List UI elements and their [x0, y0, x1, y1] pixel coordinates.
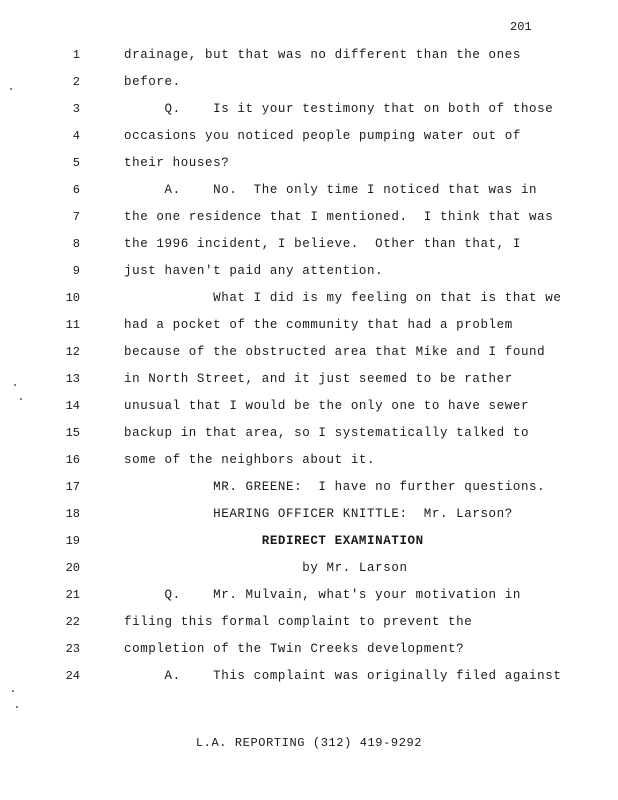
page-number: 201 — [510, 20, 532, 34]
transcript-line: some of the neighbors about it. — [124, 453, 376, 467]
line-number: 12 — [65, 345, 80, 359]
scan-speck — [14, 384, 16, 386]
scan-speck — [12, 690, 14, 692]
line-number: 11 — [65, 318, 80, 332]
line-number: 4 — [72, 129, 80, 143]
transcript-line: their houses? — [124, 156, 230, 170]
transcript-line: MR. GREENE: I have no further questions. — [124, 480, 546, 494]
line-number: 22 — [65, 615, 80, 629]
line-number: 9 — [72, 264, 80, 278]
transcript-line: occasions you noticed people pumping water out of — [124, 129, 521, 143]
line-number: 1 — [72, 48, 80, 62]
transcript-line: had a pocket of the community that had a problem — [124, 318, 513, 332]
line-number: 18 — [65, 507, 80, 521]
line-number: 8 — [72, 237, 80, 251]
transcript-line: Q. Mr. Mulvain, what's your motivation in — [124, 588, 521, 602]
line-number: 10 — [65, 291, 80, 305]
line-number: 23 — [65, 642, 80, 656]
transcript-line: just haven't paid any attention. — [124, 264, 384, 278]
transcript-line: backup in that area, so I systematically talked to — [124, 426, 530, 440]
reporter-footer: L.A. REPORTING (312) 419-9292 — [195, 736, 423, 750]
line-number: 17 — [65, 480, 80, 494]
section-heading: REDIRECT EXAMINATION — [124, 534, 424, 548]
line-number: 21 — [65, 588, 80, 602]
scan-speck — [16, 706, 18, 708]
transcript-line: the one residence that I mentioned. I think that was — [124, 210, 554, 224]
transcript-line: A. This complaint was originally filed against — [124, 669, 562, 683]
transcript-line: in North Street, and it just seemed to be rather — [124, 372, 513, 386]
transcript-line: A. No. The only time I noticed that was in — [124, 183, 538, 197]
line-number: 3 — [72, 102, 80, 116]
examiner-line: by Mr. Larson — [124, 561, 408, 575]
transcript-line: HEARING OFFICER KNITTLE: Mr. Larson? — [124, 507, 513, 521]
transcript-line: drainage, but that was no different than the ones — [124, 48, 521, 62]
transcript-line: the 1996 incident, I believe. Other than that, I — [124, 237, 521, 251]
line-number: 5 — [72, 156, 80, 170]
line-number: 15 — [65, 426, 80, 440]
line-number: 7 — [72, 210, 80, 224]
line-number: 16 — [65, 453, 80, 467]
line-number: 24 — [65, 669, 80, 683]
line-number: 14 — [65, 399, 80, 413]
scan-speck — [10, 88, 12, 90]
line-number: 19 — [65, 534, 80, 548]
transcript-line: What I did is my feeling on that is that we — [124, 291, 562, 305]
transcript-line: Q. Is it your testimony that on both of those — [124, 102, 554, 116]
transcript-line: completion of the Twin Creeks development? — [124, 642, 465, 656]
line-number: 6 — [72, 183, 80, 197]
transcript-line: because of the obstructed area that Mike and I found — [124, 345, 546, 359]
scan-speck — [20, 398, 22, 400]
transcript-line: filing this formal complaint to prevent the — [124, 615, 473, 629]
transcript-line: before. — [124, 75, 181, 89]
transcript-line: unusual that I would be the only one to have sewer — [124, 399, 530, 413]
line-number: 13 — [65, 372, 80, 386]
line-number: 2 — [72, 75, 80, 89]
line-number: 20 — [65, 561, 80, 575]
